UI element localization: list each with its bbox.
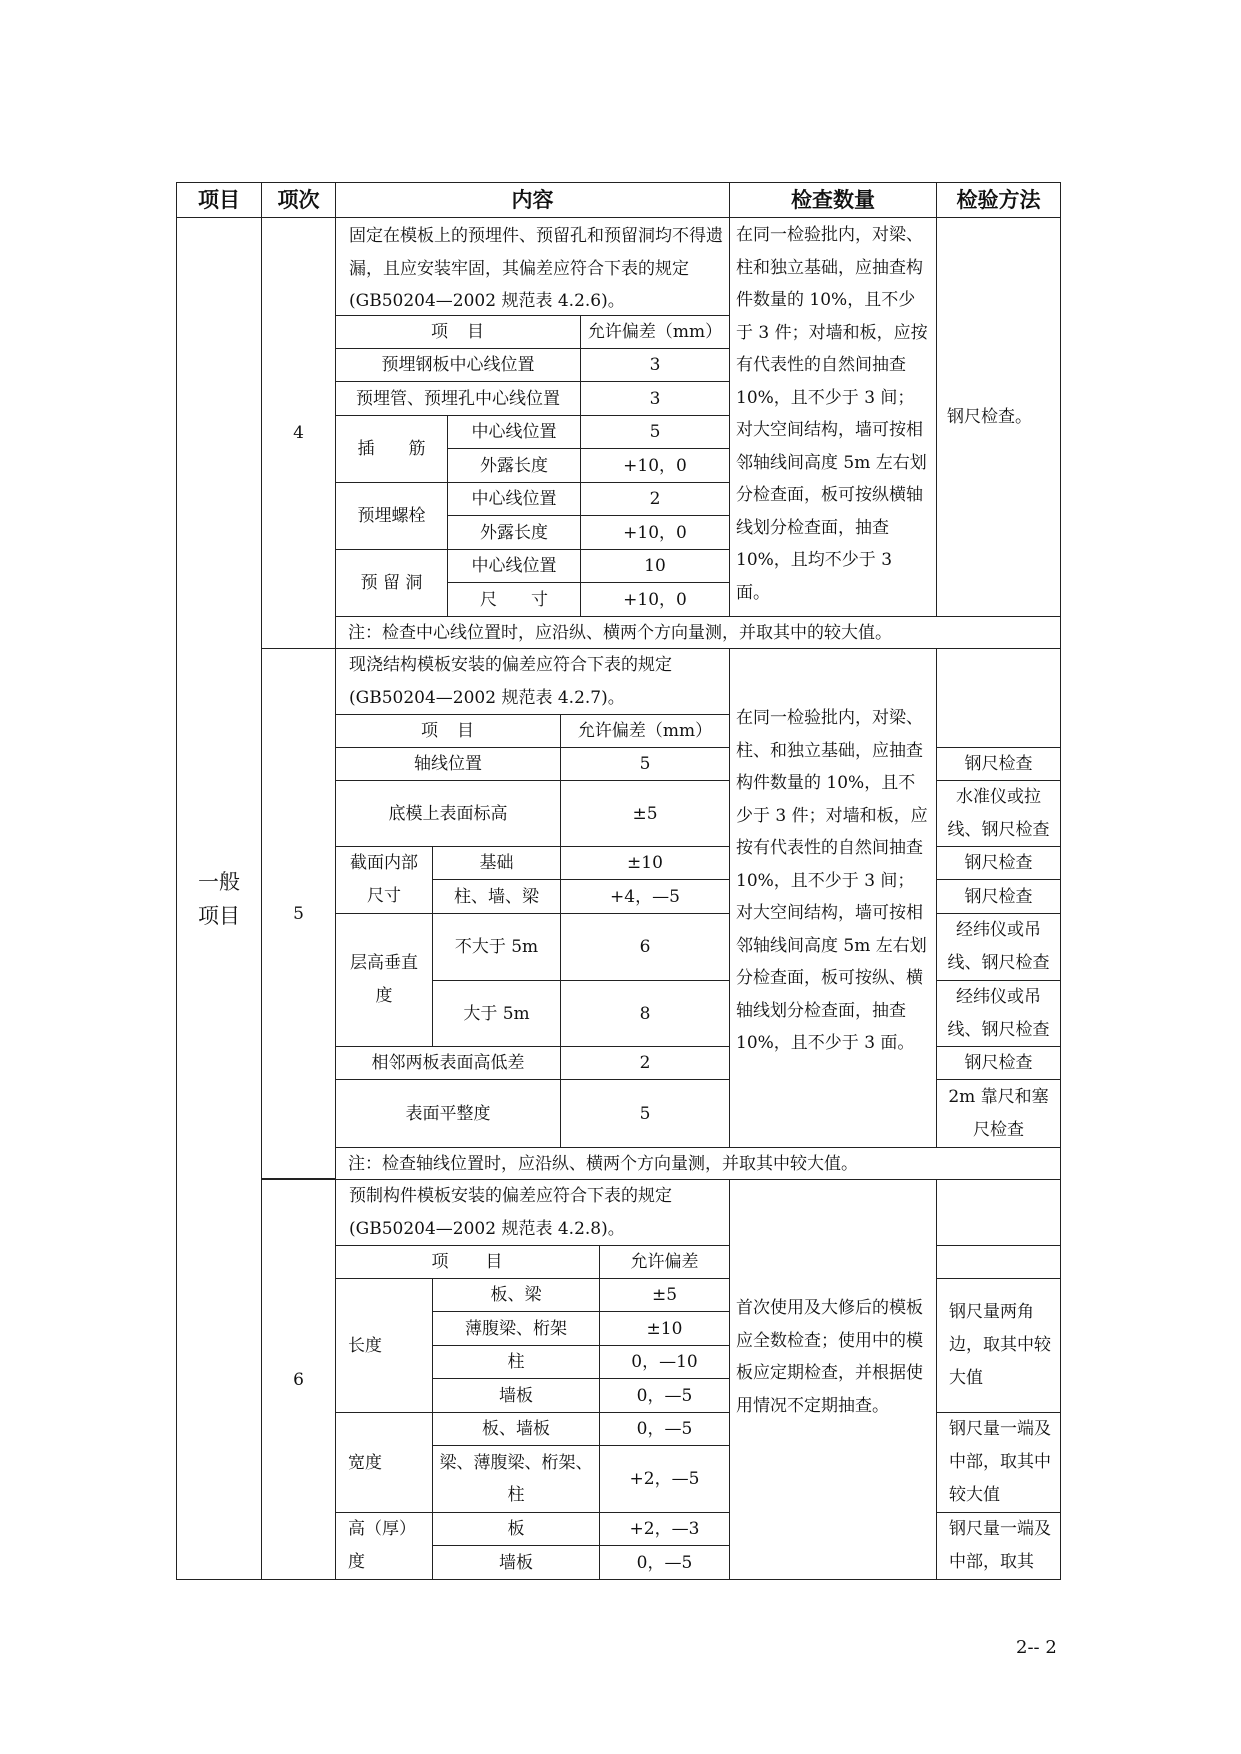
item5-vert-b: 大于 5m	[432, 980, 561, 1047]
item5-sect-b: 柱、墙、梁	[432, 879, 561, 914]
item4-r1-name: 预埋钢板中心线位置	[335, 348, 581, 382]
page-number: 2-- 2	[1016, 1637, 1057, 1658]
item5-vert-a-val: 6	[560, 913, 730, 981]
item6-len-b: 薄腹梁、桁架	[432, 1311, 600, 1346]
item4-g2-a-val: 2	[580, 482, 730, 516]
item4-th-tol: 允许偏差（mm）	[580, 315, 730, 349]
item4-g1-a: 中心线位置	[447, 415, 581, 449]
item5-method-blank	[936, 648, 1061, 748]
item5-sect: 截面内部尺寸	[335, 846, 433, 914]
item6-len-d: 墙板	[432, 1378, 600, 1413]
item5-bottom: 底模上表面标高	[335, 780, 561, 847]
item6-len-b-val: ±10	[599, 1311, 730, 1346]
item5-bottom-method: 水准仪或拉线、钢尺检查	[936, 780, 1061, 847]
item6-len: 长度	[335, 1278, 433, 1413]
item5-vert-a-method: 经纬仪或吊线、钢尺检查	[936, 913, 1061, 981]
item5-flat-method: 2m 靠尺和塞尺检查	[936, 1079, 1061, 1148]
item6-check-qty	[729, 1179, 937, 1580]
item4-method: 钢尺检查。	[936, 217, 1061, 617]
item5-intro: 现浇结构模板安装的偏差应符合下表的规定(GB50204—2002 规范表 4.2.7)。	[349, 655, 672, 708]
item5-adj-method: 钢尺检查	[936, 1046, 1061, 1080]
item5-sect-b-method: 钢尺检查	[936, 879, 1061, 914]
item6-wid-b: 梁、薄腹梁、桁架、柱	[432, 1445, 600, 1513]
item6-len-a: 板、梁	[432, 1278, 600, 1312]
header-item: 项目	[176, 182, 262, 218]
header-content: 内容	[335, 182, 730, 218]
item4-g1-b-val: +10，0	[580, 448, 730, 483]
item6-intro: 预制构件模板安装的偏差应符合下表的规定(GB50204—2002 规范表 4.2.8)。	[349, 1186, 672, 1239]
item5-sect-a-method: 钢尺检查	[936, 846, 1061, 880]
item6-len-method: 钢尺量两角边，取其中较大值	[936, 1278, 1061, 1413]
header-method: 检验方法	[936, 182, 1061, 218]
item6-method-blank1	[936, 1179, 1061, 1246]
item6-hgt-a-val: +2，—3	[599, 1512, 730, 1546]
item6-len-d-val: 0，—5	[599, 1378, 730, 1413]
item5-number: 5	[261, 648, 336, 1179]
item6-wid: 宽度	[335, 1412, 433, 1513]
item5-vert: 层高垂直度	[335, 913, 433, 1047]
item5-vert-a: 不大于 5m	[432, 913, 561, 981]
item4-g1-b: 外露长度	[447, 448, 581, 483]
item4-r2-val: 3	[580, 381, 730, 416]
item4-th-item: 项 目	[335, 315, 581, 349]
item5-flat-val: 5	[560, 1079, 730, 1148]
item6-th-item: 项 目	[335, 1245, 600, 1279]
item5-sect-a: 基础	[432, 846, 561, 880]
item4-g2-a: 中心线位置	[447, 482, 581, 516]
item5-sect-b-val: +4，—5	[560, 879, 730, 914]
item4-check-qty	[729, 217, 937, 617]
item4-g2-b-val: +10，0	[580, 515, 730, 550]
item6-wid-a-val: 0，—5	[599, 1412, 730, 1446]
item5-flat: 表面平整度	[335, 1079, 561, 1148]
item4-g2-name: 预埋螺栓	[335, 482, 448, 550]
item6-th-tol: 允许偏差	[599, 1245, 730, 1279]
item6-wid-b-val: +2，—5	[599, 1445, 730, 1513]
item4-g3-b-val: +10，0	[580, 582, 730, 617]
item5-axis: 轴线位置	[335, 747, 561, 781]
item6-len-a-val: ±5	[599, 1278, 730, 1312]
item4-r1-val: 3	[580, 348, 730, 382]
item5-vert-b-method: 经纬仪或吊线、钢尺检查	[936, 980, 1061, 1047]
item5-vert-b-val: 8	[560, 980, 730, 1047]
item6-hgt: 高（厚）度	[335, 1512, 433, 1580]
item6-method-blank2	[936, 1245, 1061, 1279]
item6-check-qty-text: 首次使用及大修后的模板应全数检查；使用中的模板应定期检查，并根据使用情况不定期抽查。	[736, 1298, 923, 1416]
item6-hgt-method: 钢尺量一端及中部，取其	[936, 1512, 1061, 1580]
item5-adj: 相邻两板表面高低差	[335, 1046, 561, 1080]
item4-g1-name: 插 筋	[335, 415, 448, 483]
category-general: 一般 项目	[176, 217, 262, 1580]
item4-g2-b: 外露长度	[447, 515, 581, 550]
item6-wid-method: 钢尺量一端及中部，取其中较大值	[936, 1412, 1061, 1513]
item5-sect-a-val: ±10	[560, 846, 730, 880]
item4-check-qty-text: 在同一检验批内，对梁、柱和独立基础，应抽查构件数量的 10%，且不少于 3 件；对墙和板，应按有代表性的自然间抽查 10%，且不少于 3 间；对大空间结构，墙可按相邻轴线间高度 5m 左右划分检查面，板可按纵横轴线划分检查面，抽查 10%，且均不少于 3 面。	[736, 225, 928, 603]
item6-number: 6	[261, 1179, 336, 1580]
item6-len-c: 柱	[432, 1345, 600, 1379]
item4-g3-name: 预 留 洞	[335, 549, 448, 617]
item4-g3-a-val: 10	[580, 549, 730, 583]
item4-g1-a-val: 5	[580, 415, 730, 449]
item5-th-tol: 允许偏差（mm）	[560, 714, 730, 748]
item5-check-qty	[729, 648, 937, 1148]
item6-hgt-b: 墙板	[432, 1545, 600, 1580]
item5-axis-method: 钢尺检查	[936, 747, 1061, 781]
item5-axis-val: 5	[560, 747, 730, 781]
header-check-qty: 检查数量	[729, 182, 937, 218]
item6-hgt-a: 板	[432, 1512, 600, 1546]
item6-hgt-b-val: 0，—5	[599, 1545, 730, 1580]
item5-adj-val: 2	[560, 1046, 730, 1080]
item5-bottom-val: ±5	[560, 780, 730, 847]
item5-note-row	[335, 1147, 1061, 1180]
item6-wid-a: 板、墙板	[432, 1412, 600, 1446]
item5-th-item: 项 目	[335, 714, 561, 748]
item4-g3-b: 尺 寸	[447, 582, 581, 617]
item4-intro: 固定在模板上的预埋件、预留孔和预留洞均不得遗漏，且应安装牢固，其偏差应符合下表的规定(GB50204—2002 规范表 4.2.6)。	[349, 226, 723, 311]
item6-len-c-val: 0，—10	[599, 1345, 730, 1379]
item4-note-row	[335, 616, 1061, 649]
item5-note: 注：检查轴线位置时，应沿纵、横两个方向量测，并取其中较大值。	[348, 1154, 858, 1174]
item5-check-qty-text: 在同一检验批内，对梁、柱、和独立基础，应抽查构件数量的 10%，且不少于 3 件；对墙和板，应按有代表性的自然间抽查 10%，且不少于 3 间；对大空间结构，墙可按相邻轴线间高度 5m 左右划分检查面，板可按纵、横轴线划分检查面，抽查 10%，且不少于 3 面。	[736, 708, 928, 1053]
item4-r2-name: 预埋管、预埋孔中心线位置	[335, 381, 581, 416]
header-seq: 项次	[261, 182, 336, 218]
item4-note: 注：检查中心线位置时，应沿纵、横两个方向量测，并取其中的较大值。	[348, 623, 892, 643]
item4-g3-a: 中心线位置	[447, 549, 581, 583]
item4-number: 4	[261, 217, 336, 649]
